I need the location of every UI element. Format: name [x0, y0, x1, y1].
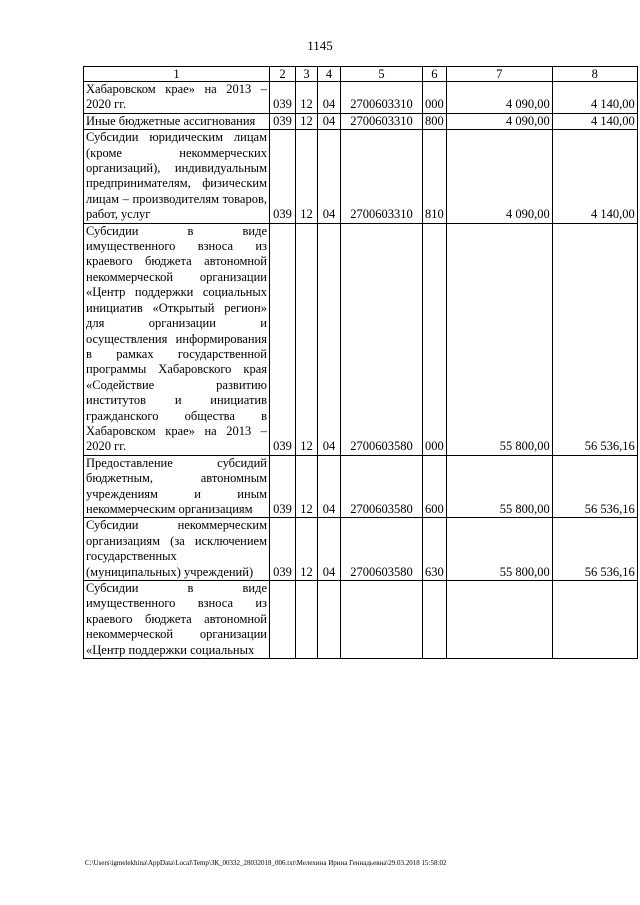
row-grbs: 039 — [270, 82, 296, 114]
col-header: 1 — [84, 67, 270, 82]
row-sum-2019: 4 140,00 — [552, 82, 637, 114]
row-csr: 2700603310 — [341, 82, 423, 114]
table-row — [84, 455, 638, 518]
col-header: 2 — [270, 67, 296, 82]
col-header: 5 — [341, 67, 423, 82]
row-rz: 12 — [296, 518, 318, 581]
row-sum-2018: 4 090,00 — [446, 113, 552, 129]
table-row — [84, 113, 638, 129]
row-pr: 04 — [318, 130, 341, 223]
row-sum-2019: 56 536,16 — [552, 455, 637, 518]
row-sum-2018: 4 090,00 — [446, 130, 552, 223]
row-name: Хабаровском крае» на 2013 – 2020 гг. — [84, 82, 270, 114]
row-vr: 000 — [423, 82, 447, 114]
row-sum-2018: 4 090,00 — [446, 82, 552, 114]
row-vr: 810 — [423, 130, 447, 223]
row-sum-2018: 55 800,00 — [446, 223, 552, 455]
budget-table — [83, 66, 638, 659]
row-pr: 04 — [318, 518, 341, 581]
row-csr: 2700603580 — [341, 518, 423, 581]
row-vr: 800 — [423, 113, 447, 129]
row-vr: 630 — [423, 518, 447, 581]
row-csr: 2700603310 — [341, 113, 423, 129]
row-name: Субсидии юридическим лицам (кроме некоммерческих организаций), индивидуальным предпринимателям, физическим лицам – производителям товаров, работ, услуг — [84, 130, 270, 223]
row-csr: 2700603310 — [341, 130, 423, 223]
row-sum-2018: 55 800,00 — [446, 455, 552, 518]
row-pr: 04 — [318, 82, 341, 114]
row-name: Субсидии в виде имущественного взноса из краевого бюджета автономной некоммерческой организации «Центр поддержки социальных инициатив «Открытый регион» для организации и осуществления информирования в рамках государственной программы Хабаровского края «Содействие развитию институтов и инициатив гражданского общества в Хабаровском крае» на 2013 – 2020 гг. — [84, 223, 270, 455]
row-grbs: 039 — [270, 455, 296, 518]
table-row — [84, 518, 638, 581]
table-row — [84, 130, 638, 223]
table-row — [84, 223, 638, 455]
row-grbs: 039 — [270, 518, 296, 581]
row-vr: 000 — [423, 223, 447, 455]
row-pr: 04 — [318, 455, 341, 518]
col-header: 8 — [552, 67, 637, 82]
header-row — [84, 67, 638, 82]
row-csr: 2700603580 — [341, 223, 423, 455]
col-header: 7 — [446, 67, 552, 82]
col-header: 3 — [296, 67, 318, 82]
row-sum-2018: 55 800,00 — [446, 518, 552, 581]
footer-file-path: C:\Users\igmelekhina\AppData\Local\Temp\ЗК_00332_28032018_006.txt\Мелехина Ирина Геннадьевна\29.03.2018 15:58:02 — [85, 859, 447, 867]
row-rz: 12 — [296, 113, 318, 129]
row-grbs: 039 — [270, 130, 296, 223]
row-pr: 04 — [318, 113, 341, 129]
row-name: Субсидии некоммерческим организациям (за исключением государственных (муниципальных) учреждений) — [84, 518, 270, 581]
row-csr: 2700603580 — [341, 455, 423, 518]
row-rz: 12 — [296, 82, 318, 114]
row-vr: 600 — [423, 455, 447, 518]
row-name: Субсидии в виде имущественного взноса из краевого бюджета автономной некоммерческой организации «Центр поддержки социальных — [84, 581, 270, 659]
row-sum-2019: 4 140,00 — [552, 113, 637, 129]
row-sum-2019: 56 536,16 — [552, 518, 637, 581]
row-grbs: 039 — [270, 113, 296, 129]
row-pr: 04 — [318, 223, 341, 455]
row-rz: 12 — [296, 130, 318, 223]
row-name: Предоставление субсидий бюджетным, автономным учреждениям и иным некоммерческим организациям — [84, 455, 270, 518]
page-number: 1145 — [307, 38, 333, 53]
table-row-continued — [84, 581, 638, 659]
row-name: Иные бюджетные ассигнования — [84, 113, 270, 129]
row-grbs: 039 — [270, 223, 296, 455]
row-rz: 12 — [296, 455, 318, 518]
table-row — [84, 82, 638, 114]
col-header: 6 — [423, 67, 447, 82]
row-sum-2019: 4 140,00 — [552, 130, 637, 223]
row-sum-2019: 56 536,16 — [552, 223, 637, 455]
row-rz: 12 — [296, 223, 318, 455]
col-header: 4 — [318, 67, 341, 82]
